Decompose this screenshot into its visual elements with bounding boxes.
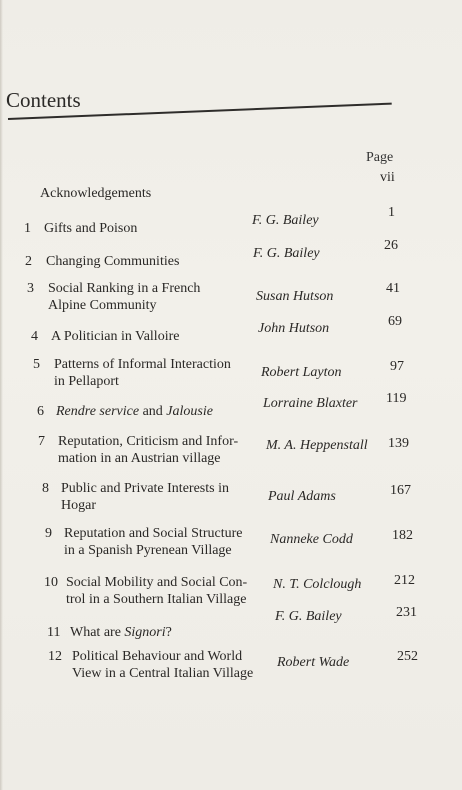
chapter-author: M. A. Heppenstall xyxy=(266,438,368,453)
chapter-title-line: A Politician in Valloire xyxy=(51,329,180,344)
chapter-title-line: Rendre service and Jalousie xyxy=(56,404,213,419)
chapter-author: Robert Layton xyxy=(261,365,342,380)
chapter-number: 11 xyxy=(47,625,61,640)
chapter-number: 1 xyxy=(24,221,31,236)
chapter-number: 7 xyxy=(38,434,45,449)
chapter-title-line: Gifts and Poison xyxy=(44,221,138,236)
chapter-author: Nanneke Codd xyxy=(270,532,353,547)
chapter-title-line: in a Spanish Pyrenean Village xyxy=(64,543,232,558)
chapter-page-number: 1 xyxy=(388,205,395,220)
chapter-page-number: 119 xyxy=(386,391,407,406)
page-column-label: Page xyxy=(366,150,394,165)
chapter-title-line: Social Mobility and Social Con- xyxy=(66,575,248,590)
chapter-title-line: Political Behaviour and World xyxy=(72,649,243,664)
chapter-page-number: 69 xyxy=(388,314,402,329)
chapter-title-line: Reputation and Social Structure xyxy=(64,526,243,541)
chapter-title-line: Public and Private Interests in xyxy=(61,481,229,496)
acknowledgements-page: vii xyxy=(380,170,395,185)
chapter-page-number: 97 xyxy=(390,359,404,374)
chapter-page-number: 26 xyxy=(384,238,398,253)
chapter-author: F. G. Bailey xyxy=(275,609,342,624)
chapter-title-line: Social Ranking in a French xyxy=(48,281,201,296)
chapter-title-line: in Pellaport xyxy=(54,374,119,389)
chapter-number: 3 xyxy=(27,281,34,296)
acknowledgements-title: Acknowledgements xyxy=(40,186,152,201)
chapter-author: N. T. Colclough xyxy=(273,577,362,592)
chapter-author: Lorraine Blaxter xyxy=(263,396,358,411)
chapter-page-number: 252 xyxy=(397,649,418,664)
chapter-title-line: Patterns of Informal Interaction xyxy=(54,357,231,372)
chapter-title-line: Reputation, Criticism and Infor- xyxy=(58,434,239,449)
chapter-title-line: View in a Central Italian Village xyxy=(72,666,254,681)
chapter-title-line: mation in an Austrian village xyxy=(58,451,221,466)
chapter-title-line: Changing Communities xyxy=(46,254,180,269)
page-binding-shadow xyxy=(0,0,3,790)
chapter-page-number: 167 xyxy=(390,483,411,498)
chapter-title-line: Hogar xyxy=(61,498,96,513)
chapter-number: 5 xyxy=(33,357,40,372)
chapter-number: 8 xyxy=(42,481,49,496)
chapter-page-number: 182 xyxy=(392,528,413,543)
chapter-page-number: 139 xyxy=(388,436,409,451)
chapter-page-number: 41 xyxy=(386,281,400,296)
chapter-number: 12 xyxy=(48,649,62,664)
chapter-page-number: 212 xyxy=(394,573,415,588)
contents-heading: Contents xyxy=(6,88,81,112)
chapter-number: 4 xyxy=(31,329,38,344)
chapter-number: 10 xyxy=(44,575,58,590)
chapter-title-line: trol in a Southern Italian Village xyxy=(66,592,247,607)
chapter-author: F. G. Bailey xyxy=(253,246,320,261)
chapter-page-number: 231 xyxy=(396,605,417,620)
chapter-title-line: Alpine Community xyxy=(48,298,157,313)
chapter-number: 6 xyxy=(37,404,44,419)
chapter-author: Robert Wade xyxy=(277,655,350,670)
chapter-author: Susan Hutson xyxy=(256,289,334,304)
chapter-author: Paul Adams xyxy=(268,489,336,504)
chapter-author: F. G. Bailey xyxy=(252,213,319,228)
chapter-title-line: What are Signori? xyxy=(70,625,172,640)
chapter-author: John Hutson xyxy=(258,321,330,336)
chapter-number: 2 xyxy=(25,254,32,269)
chapter-number: 9 xyxy=(45,526,52,541)
